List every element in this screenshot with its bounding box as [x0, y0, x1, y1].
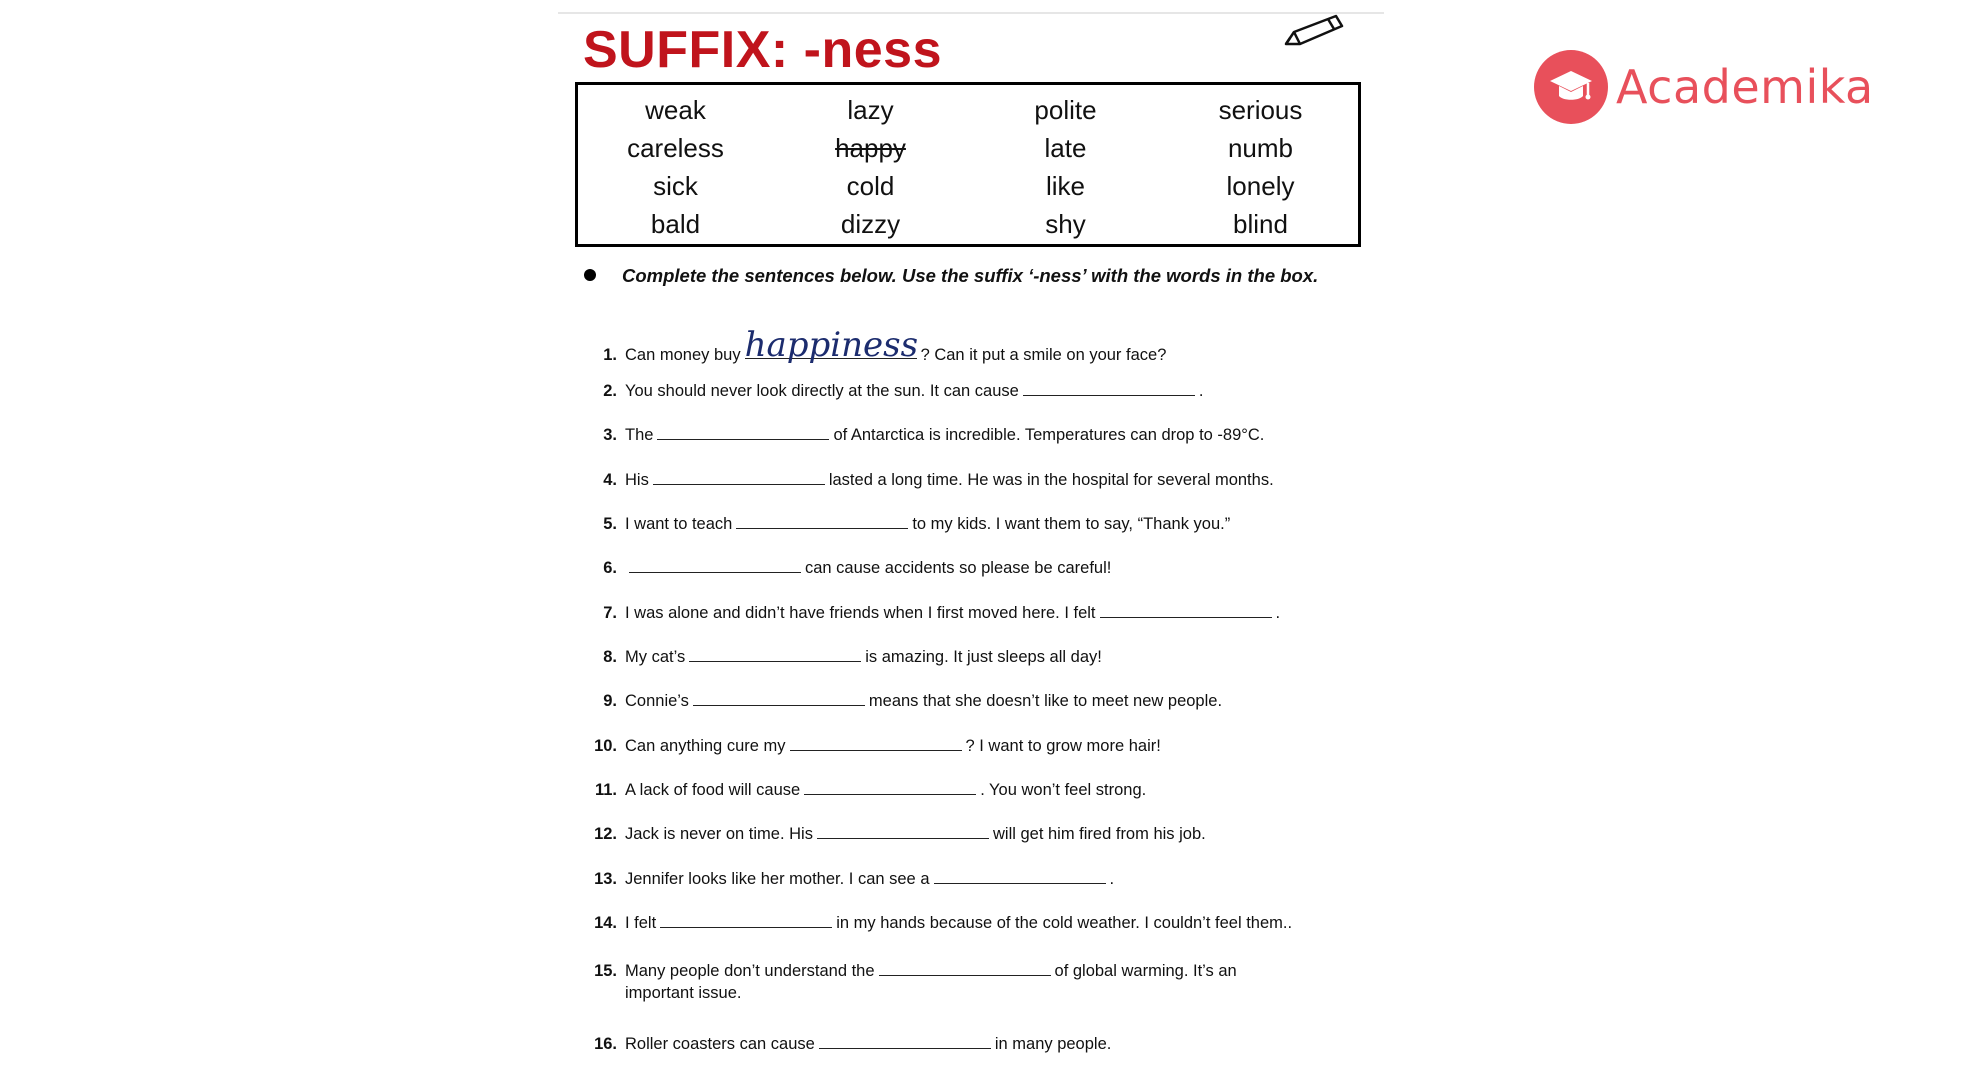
question-number: 10.	[594, 737, 617, 755]
question-text-after: .	[1109, 870, 1115, 888]
question-number: 13.	[594, 870, 617, 888]
question-text-after: .	[1275, 604, 1281, 622]
question-text-before: Jack is never on time. His	[625, 825, 813, 843]
question-number: 14.	[594, 914, 617, 932]
word-box-item: bald	[650, 209, 701, 239]
question-item	[584, 1033, 1384, 1055]
answer-blank-filled[interactable]: happiness	[744, 325, 919, 365]
answer-blank[interactable]	[817, 824, 989, 839]
answer-blank[interactable]	[934, 869, 1106, 884]
question-item	[584, 469, 1384, 491]
question-item	[584, 823, 1384, 845]
bullet-icon	[584, 269, 596, 281]
question-number: 8.	[603, 648, 617, 666]
question-item	[584, 779, 1384, 801]
question-text-after: in many people.	[994, 1035, 1112, 1053]
question-text-before: I want to teach	[625, 515, 733, 533]
question-number: 9.	[603, 692, 617, 710]
question-text-before: My cat’s	[625, 648, 686, 666]
answer-blank[interactable]	[790, 736, 962, 751]
answer-blank[interactable]	[660, 913, 832, 928]
question-number: 7.	[603, 604, 617, 622]
answer-blank[interactable]	[629, 558, 801, 573]
brand-name: Academika	[1616, 60, 1874, 114]
word-box-item: serious	[1218, 95, 1303, 125]
word-box-item: numb	[1227, 133, 1294, 163]
worksheet-page	[558, 12, 1384, 1086]
question-number: 1.	[603, 346, 617, 364]
word-box-item: careless	[627, 133, 724, 163]
question-text-after: of global warming. It’s an	[1054, 962, 1237, 980]
question-item	[584, 325, 1384, 366]
question-item	[584, 735, 1384, 757]
question-number: 12.	[594, 825, 617, 843]
question-text-after: to my kids. I want them to say, “Thank you.”	[912, 515, 1231, 533]
graduation-cap-icon	[1534, 50, 1608, 124]
question-text-before: His	[625, 471, 649, 489]
answer-blank[interactable]	[819, 1034, 991, 1049]
question-text-continuation: important issue.	[625, 984, 742, 1002]
question-number: 16.	[594, 1035, 617, 1053]
question-text-after: is amazing. It just sleeps all day!	[865, 648, 1102, 666]
question-number: 2.	[603, 382, 617, 400]
question-number: 3.	[603, 426, 617, 444]
answer-blank[interactable]	[653, 470, 825, 485]
word-box-item: polite	[1034, 95, 1097, 125]
question-text-after: .	[1198, 382, 1204, 400]
word-box-item: late	[1044, 133, 1087, 163]
word-box-item: cold	[846, 171, 895, 201]
word-box-item: dizzy	[840, 209, 901, 239]
answer-blank[interactable]	[804, 780, 976, 795]
question-text-before: A lack of food will cause	[625, 781, 801, 799]
brand-logo	[1534, 48, 1874, 126]
question-text-after: can cause accidents so please be careful!	[805, 559, 1112, 577]
question-number: 5.	[603, 515, 617, 533]
word-box-item: lazy	[847, 95, 894, 125]
answer-blank[interactable]	[1100, 603, 1272, 618]
word-box-item: like	[1045, 171, 1085, 201]
word-box-item: blind	[1233, 209, 1288, 239]
question-item	[584, 380, 1384, 402]
question-item	[584, 960, 1384, 1004]
question-item	[584, 690, 1384, 712]
question-text-after: ? Can it put a smile on your face?	[920, 346, 1167, 364]
answer-blank[interactable]	[736, 514, 908, 529]
question-text-after: in my hands because of the cold weather. I couldn’t feel them..	[836, 914, 1293, 932]
question-text-before: Connie’s	[625, 692, 689, 710]
question-text-before: Roller coasters can cause	[625, 1035, 815, 1053]
question-text-before: Jennifer looks like her mother. I can see a	[625, 870, 930, 888]
question-item	[584, 868, 1384, 890]
word-box-item: weak	[645, 95, 706, 125]
answer-blank[interactable]	[689, 647, 861, 662]
question-number: 6.	[603, 559, 617, 577]
answer-blank[interactable]	[1023, 381, 1195, 396]
question-text-before: I was alone and didn’t have friends when I first moved here. I felt	[625, 604, 1096, 622]
question-text-after: of Antarctica is incredible. Temperatures can drop to -89°C.	[833, 426, 1265, 444]
question-text-after: will get him fired from his job.	[992, 825, 1206, 843]
word-box-item: shy	[1045, 209, 1086, 239]
question-text-before: I felt	[625, 914, 657, 932]
question-item	[584, 557, 1384, 579]
question-item	[584, 912, 1384, 934]
question-text-before: Can anything cure my	[625, 737, 786, 755]
word-box-item: happy	[835, 133, 906, 163]
question-item	[584, 646, 1384, 668]
answer-blank[interactable]	[693, 691, 865, 706]
question-text-after: lasted a long time. He was in the hospital for several months.	[828, 471, 1274, 489]
word-box	[575, 82, 1361, 247]
instruction	[584, 264, 1384, 288]
question-text-before: The	[625, 426, 654, 444]
question-number: 4.	[603, 471, 617, 489]
instruction-text: Complete the sentences below. Use the suffix ‘-ness’ with the words in the box.	[622, 265, 1319, 286]
question-item	[584, 424, 1384, 446]
question-text-before: You should never look directly at the sun. It can cause	[625, 382, 1019, 400]
worksheet-title: SUFFIX: -ness	[583, 21, 942, 79]
pencil-icon	[1278, 14, 1348, 50]
question-item	[584, 513, 1384, 535]
question-text-after: . You won’t feel strong.	[980, 781, 1147, 799]
answer-blank[interactable]	[879, 961, 1051, 976]
question-number: 15.	[594, 962, 617, 980]
word-box-item: sick	[653, 171, 698, 201]
word-box-item: lonely	[1226, 171, 1295, 201]
answer-blank[interactable]	[657, 425, 829, 440]
question-text-before: Many people don’t understand the	[625, 962, 875, 980]
question-text-after: means that she doesn’t like to meet new people.	[868, 692, 1223, 710]
question-text-before: Can money buy	[625, 346, 741, 364]
question-item	[584, 602, 1384, 624]
question-text-after: ? I want to grow more hair!	[965, 737, 1161, 755]
question-number: 11.	[594, 781, 617, 799]
